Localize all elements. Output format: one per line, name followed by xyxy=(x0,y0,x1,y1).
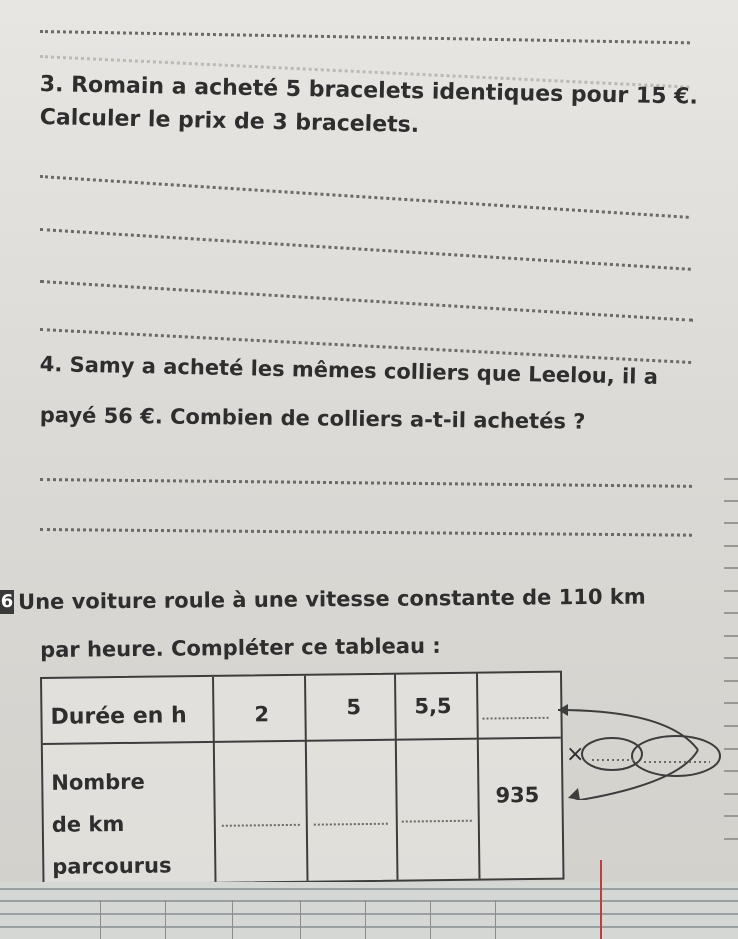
distance-blank-3[interactable] xyxy=(402,820,472,823)
row-header-duration: Durée en h xyxy=(50,703,187,730)
notebook-page-bottom xyxy=(0,882,738,939)
duration-value-3: 5,5 xyxy=(414,693,452,719)
answer-line xyxy=(40,280,693,322)
exercise-number-badge: 6 xyxy=(0,591,14,612)
duration-value-2: 5 xyxy=(346,695,362,720)
exercise-6-line-1: Une voiture roule à une vitesse constante de 110 km xyxy=(18,584,646,614)
answer-line xyxy=(40,30,690,44)
exercise-3-line-2: Calculer le prix de 3 bracelets. xyxy=(39,105,420,138)
exercise-4-line-2: payé 56 €. Combien de colliers a-t-il achetés ? xyxy=(39,403,586,434)
answer-line xyxy=(40,528,692,537)
answer-line xyxy=(40,478,692,488)
answer-line xyxy=(40,175,689,219)
cross-mark: × xyxy=(566,742,585,767)
exercise-4-line-1: 4. Samy a acheté les mêmes colliers que Leelou, il a xyxy=(39,352,659,389)
row-header-distance-3: parcourus xyxy=(52,853,172,879)
distance-blank-2[interactable] xyxy=(314,823,388,826)
exercise-3-line-1: 3. Romain a acheté 5 bracelets identiques pour 15 €. xyxy=(39,72,699,110)
row-header-distance-1: Nombre xyxy=(51,769,145,795)
answer-line xyxy=(40,228,691,271)
distance-value-4: 935 xyxy=(495,782,540,808)
row-header-distance-2: de km xyxy=(51,811,125,837)
exercise-6-line-2: par heure. Compléter ce tableau : xyxy=(40,633,441,662)
duration-blank-4[interactable] xyxy=(483,717,549,720)
duration-value-1: 2 xyxy=(254,702,270,727)
distance-blank-1[interactable] xyxy=(222,824,300,827)
proportionality-table xyxy=(40,671,565,886)
